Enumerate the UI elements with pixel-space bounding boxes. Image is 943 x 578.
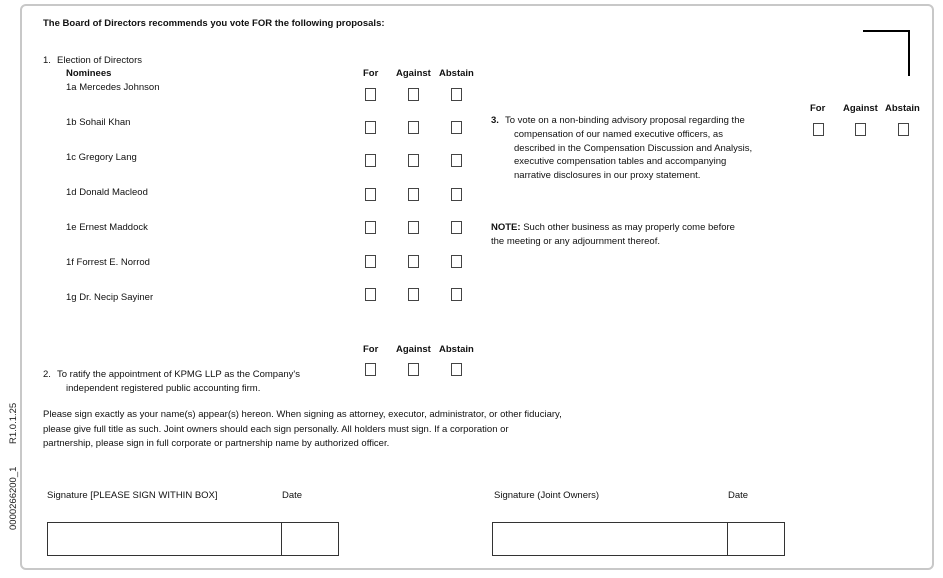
signing-instructions-line3: partnership, please sign in full corporate or partnership name by authorized officer. — [43, 438, 390, 449]
nominee-1g-abstain-checkbox[interactable] — [451, 288, 462, 301]
nominee-1e: 1e Ernest Maddock — [66, 222, 148, 233]
nominee-1e-abstain-checkbox[interactable] — [451, 221, 462, 234]
note-line1 — [491, 221, 735, 235]
nominee-1b-for-checkbox[interactable] — [365, 121, 376, 134]
proposal-3-against-checkbox[interactable] — [855, 123, 866, 136]
nominee-1d: 1d Donald Macleod — [66, 187, 148, 198]
nominee-1g: 1g Dr. Necip Sayiner — [66, 292, 154, 303]
proposal-1-number: 1. — [43, 55, 51, 66]
nominee-1b-abstain-checkbox[interactable] — [451, 121, 462, 134]
form-id-code: 0000266200_1 — [8, 466, 19, 530]
proposal-3-text-line5: narrative disclosures in our proxy statement. — [514, 170, 701, 181]
proposal-2-text-line2: independent registered public accounting firm. — [66, 383, 261, 394]
nominee-1c-for-checkbox[interactable] — [365, 154, 376, 167]
nominee-1a-abstain-checkbox[interactable] — [451, 88, 462, 101]
nominee-1b: 1b Sohail Khan — [66, 117, 131, 128]
nominee-1d-against-checkbox[interactable] — [408, 188, 419, 201]
nominee-1f-abstain-checkbox[interactable] — [451, 255, 462, 268]
board-recommendation-heading: The Board of Directors recommends you vote FOR the following proposals: — [43, 18, 385, 29]
revision-code: R1.0.1.25 — [8, 402, 19, 444]
proposal-2-for-header: For — [363, 344, 379, 355]
proposal-3-number: 3. — [491, 115, 499, 126]
nominee-1g-against-checkbox[interactable] — [408, 288, 419, 301]
proposal-3-text-line4: executive compensation tables and accompanying — [514, 156, 727, 167]
nominee-1a-for-checkbox[interactable] — [365, 88, 376, 101]
signing-instructions-line2: please give full title as such. Joint owners should each sign personally. All holders must sign. If a corporation or — [43, 424, 509, 435]
proposal-3-text-line3: described in the Compensation Discussion and Analysis, — [514, 143, 753, 154]
nominees-label: Nominees — [66, 68, 112, 79]
note-label: NOTE: — [491, 222, 521, 233]
joint-signature-label: Signature (Joint Owners) — [494, 490, 600, 501]
for-header: For — [363, 68, 379, 79]
nominee-1e-against-checkbox[interactable] — [408, 221, 419, 234]
signature-label: Signature [PLEASE SIGN WITHIN BOX] — [47, 490, 218, 501]
proposal-2-text-line1: To ratify the appointment of KPMG LLP as the Company's — [57, 369, 300, 380]
nominee-1g-for-checkbox[interactable] — [365, 288, 376, 301]
joint-signature-date-divider — [727, 523, 728, 555]
proposal-3-abstain-checkbox[interactable] — [898, 123, 909, 136]
signing-instructions-line1: Please sign exactly as your name(s) appear(s) hereon. When signing as attorney, executor, administrator, or other fiduciary, — [43, 409, 562, 420]
nominee-1f-against-checkbox[interactable] — [408, 255, 419, 268]
proposal-3-for-checkbox[interactable] — [813, 123, 824, 136]
proposal-3-against-header: Against — [843, 103, 878, 114]
proposal-3-abstain-header: Abstain — [885, 103, 920, 114]
nominee-1b-against-checkbox[interactable] — [408, 121, 419, 134]
proposal-3-text-line2: compensation of our named executive officers, as — [514, 129, 723, 140]
proposal-2-abstain-header: Abstain — [439, 344, 474, 355]
proposal-2-number: 2. — [43, 369, 51, 380]
signature-date-label: Date — [282, 490, 303, 501]
nominee-1e-for-checkbox[interactable] — [365, 221, 376, 234]
signature-date-divider — [281, 523, 282, 555]
nominee-1c: 1c Gregory Lang — [66, 152, 137, 163]
proposal-2-against-header: Against — [396, 344, 431, 355]
against-header: Against — [396, 68, 431, 79]
proposal-2-against-checkbox[interactable] — [408, 363, 419, 376]
corner-registration-mark — [863, 30, 910, 76]
nominee-1d-for-checkbox[interactable] — [365, 188, 376, 201]
proposal-3-for-header: For — [810, 103, 826, 114]
note-text-line1: Such other business as may properly come before — [520, 222, 735, 233]
signature-box[interactable] — [47, 522, 339, 556]
proposal-1-title: Election of Directors — [57, 55, 143, 66]
joint-signature-date-label: Date — [728, 490, 749, 501]
nominee-1a-against-checkbox[interactable] — [408, 88, 419, 101]
abstain-header: Abstain — [439, 68, 474, 79]
nominee-1c-against-checkbox[interactable] — [408, 154, 419, 167]
nominee-1f: 1f Forrest E. Norrod — [66, 257, 150, 268]
nominee-1a: 1a Mercedes Johnson — [66, 82, 160, 93]
nominee-1c-abstain-checkbox[interactable] — [451, 154, 462, 167]
nominee-1d-abstain-checkbox[interactable] — [451, 188, 462, 201]
nominee-1f-for-checkbox[interactable] — [365, 255, 376, 268]
note-text-line2: the meeting or any adjournment thereof. — [491, 236, 660, 247]
proposal-3-text-line1: To vote on a non-binding advisory proposal regarding the — [505, 115, 745, 126]
joint-signature-box[interactable] — [492, 522, 785, 556]
proposal-2-for-checkbox[interactable] — [365, 363, 376, 376]
proposal-2-abstain-checkbox[interactable] — [451, 363, 462, 376]
